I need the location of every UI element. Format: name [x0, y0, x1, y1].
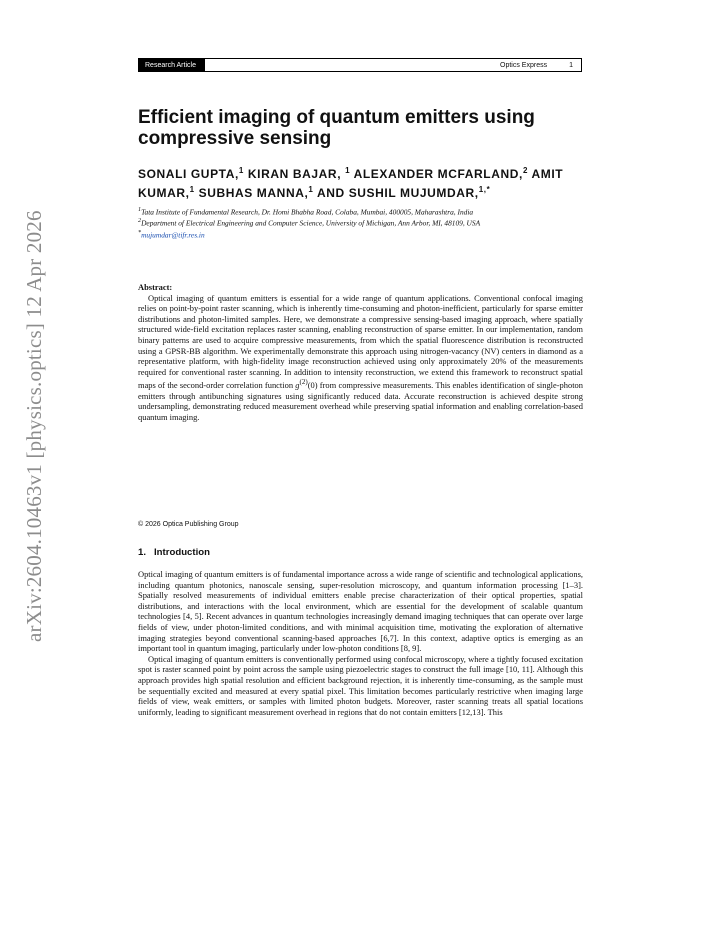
affiliation-mark: * [138, 229, 142, 236]
math-g: g [295, 380, 300, 391]
affiliation-item [138, 217, 588, 228]
abstract-label: Abstract: [138, 282, 173, 292]
affiliation-item [138, 206, 588, 217]
affiliation-mark: 1 [138, 207, 142, 213]
journal-header-bar [138, 58, 582, 72]
section-heading [138, 547, 210, 558]
abstract-text-part: from compressive measurements. This enables identification of single-photon emitters through antibunching signatures using significantly reduced data. Accurate reconstruction is achieved despite strong undersampling, demonstrating reduced measurement overhead while preserving spatial information and enabling correlation-based quantum imaging. [138, 380, 583, 422]
header-right [500, 62, 581, 69]
copyright-notice: © 2026 Optica Publishing Group [138, 521, 239, 528]
affiliation-mark: 1 [308, 185, 314, 194]
affiliations [138, 206, 588, 240]
arxiv-identifier-stamp[interactable]: arXiv:2604.10463v1 [physics.optics] 12 Apr 2026 [22, 210, 46, 642]
affiliation-mark: 1 [345, 166, 351, 175]
section-number: 1. [138, 547, 147, 558]
affiliation-mark: 2 [522, 166, 529, 175]
author-name: SUBHAS MANNA, [194, 186, 309, 200]
affiliation-text: Department of Electrical Engineering and Computer Science, University of Michigan, Ann Arbor, MI, 48109, USA [141, 218, 481, 228]
page-number: 1 [569, 61, 573, 69]
affiliation-mark: 1 [189, 185, 195, 194]
affiliation-mark: 1 [238, 166, 244, 175]
author-list [138, 163, 588, 201]
affiliation-mark: 1,* [478, 185, 491, 194]
abstract [138, 282, 583, 423]
email-link[interactable]: mujumdar@tifr.res.in [141, 230, 205, 239]
abstract-text [138, 293, 583, 423]
author-name: KIRAN BAJAR, [243, 167, 346, 181]
abstract-text-part: Optical imaging of quantum emitters is essential for a wide range of quantum applications. Conventional confocal imaging relies on point-by-point raster scanning, which is inherently time-consuming and photon-inefficient, particularly for sparse emitter distributions and photon-limited samples. Here, we demonstrate a compressive sensing-based imaging approach, where spatially structured wide-field excitation replaces raster scanning, enabling reconstruction of sparse emitter. In our implementation, random binary patterns are used to acquire compressive measurements, from which the spatial fluorescence distribution is reconstructed using a GPSR-BB algorithm. We experimentally demonstrate this approach using nitrogen-vacancy (NV) centers in diamond as a representative platform, with high-fidelity image reconstruction achieved using only approximately 20% of the measurements required for conventional raster scanning. In addition to intensity reconstruction, we extend this framework to reconstruct spatial maps of the second-order correlation function [138, 292, 583, 391]
author-name: AMIT KUMAR, [138, 167, 564, 200]
body-text [138, 569, 583, 717]
section-title-text: Introduction [154, 547, 210, 558]
journal-name: Optics Express [500, 61, 548, 69]
article-category-label: Research Article [139, 59, 205, 71]
author-name: AND SUSHIL MUJUMDAR, [313, 186, 479, 200]
math-superscript: (2) [299, 378, 308, 387]
author-name: SONALI GUPTA, [138, 167, 239, 181]
math-argument: (0) [307, 380, 318, 391]
body-paragraph: Optical imaging of quantum emitters is conventionally performed using confocal microscopy, where a tightly focused excitation spot is raster scanned point by point across the sample using piezoelectric stages to construct the full image [10, 11]. Although this approach provides high spatial resolution and efficient background rejection, it is inherently time-consuming, as the sample must be sequentially excited and measured at every spatial pixel. This limitation becomes particularly restrictive when imaging large fields of view, weak emitters, or samples with limited photon budgets. Moreover, raster scanning treats all spatial locations uniformly, leading to significant measurement overhead in regions that do not contain emitters [12,13]. This [138, 653, 583, 717]
affiliation-text: Tata Institute of Fundamental Research, Dr. Homi Bhabha Road, Colaba, Mumbai, 400005, Maharashtra, India [141, 207, 474, 217]
author-name: ALEXANDER MCFARLAND, [350, 167, 523, 181]
affiliation-mark: 2 [138, 218, 142, 225]
paper-title: Efficient imaging of quantum emitters using compressive sensing [138, 107, 535, 149]
corresponding-email [138, 229, 588, 240]
body-paragraph: Optical imaging of quantum emitters is of fundamental importance across a wide range of scientific and technological applications, including quantum photonics, nanoscale sensing, super-resolution microscopy, and quantum information processing [1–3]. Spatially resolved measurements of individual emitters enable precise characterization of their optical properties, spatial distributions, and interactions with the local environment, which are essential for the development of scalable quantum technologies [4, 5]. Recent advances in quantum technologies increasingly demand imaging techniques that can operate over large fields of view, under photon-limited conditions, and with minimal acquisition time, motivating the exploration of alternative imaging strategies beyond conventional scanning-based approaches [6,7]. In this context, adaptive optics is emerging as an important tool in quantum imaging, particularly under low-photon conditions [8, 9]. [138, 569, 583, 654]
